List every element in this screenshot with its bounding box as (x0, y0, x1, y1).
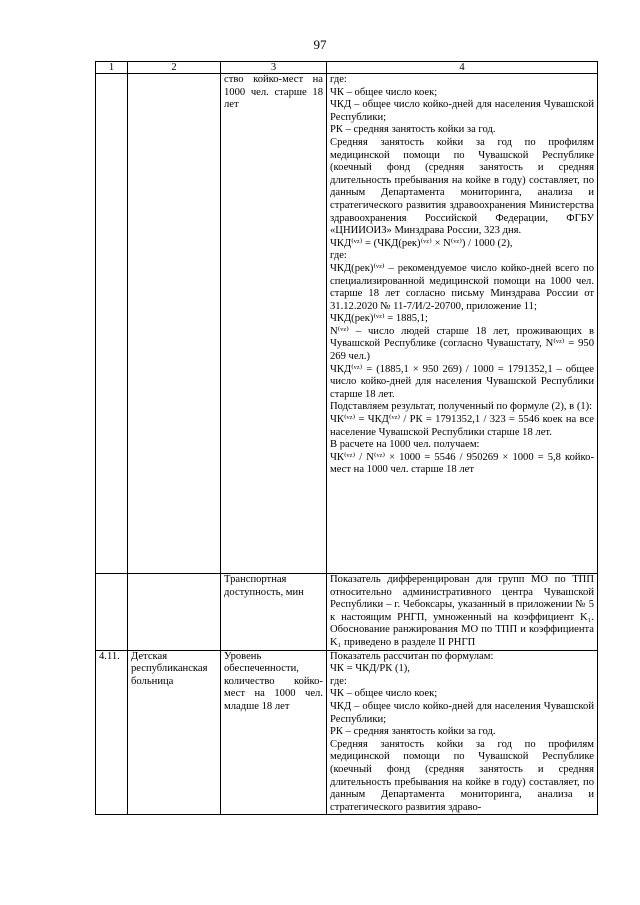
calc-paragraph: Показатель рассчитан по формулам: (330, 650, 494, 662)
indicator-text: ство койко-мест на 1000 чел. старше 18 лет (224, 74, 323, 111)
facility-name-cell (128, 650, 221, 815)
calc-paragraph: ЧКД – общее число койко-дней для населения Чувашской Республики; (330, 700, 594, 725)
calculation-cell (327, 74, 598, 574)
facility-name-text: Детская республиканская больница (131, 650, 208, 687)
calculation-cell (327, 574, 598, 651)
header-col-3: 3 (221, 62, 327, 74)
calc-paragraph: В расчете на 1000 чел. получаем: (330, 439, 480, 451)
calc-paragraph: ЧК⁽ᵛᶻ⁾ = ЧКД⁽ᵛᶻ⁾ / РК = 1791352,1 / 323 = 5546 коек на все население Чувашской Республики старше 18 лет. (330, 414, 594, 438)
formula-line: ЧКД(рек)⁽ᵛᶻ⁾ = 1885,1; (330, 313, 428, 325)
row-number-cell (96, 74, 128, 574)
facility-name-cell (128, 74, 221, 574)
calc-paragraph: ЧК⁽ᵛᶻ⁾ / N⁽ᵛᶻ⁾ × 1000 = 5546 / 950269 × 1000 = 5,8 койко-мест на 1000 чел. старше 18 лет (330, 451, 594, 476)
formula-line: ЧК = ЧКД/РК (1), (330, 663, 410, 675)
calc-paragraph: ЧК – общее число коек; (330, 688, 438, 700)
row-number-cell (96, 574, 128, 651)
page-number: 97 (313, 37, 327, 52)
calc-paragraph: РК – средняя занятость койки за год. (330, 726, 496, 738)
calc-paragraph: РК – средняя занятость койки за год. (330, 124, 496, 136)
indicator-cell (221, 650, 327, 815)
indicator-text: Уровень обеспеченности, количество койко-мест на 1000 чел. младше 18 лет (224, 650, 323, 712)
row-number-cell: 4.11. (96, 650, 128, 815)
calc-paragraph: ЧК – общее число коек; (330, 86, 438, 98)
table-row (96, 74, 598, 574)
calc-paragraph: где: (330, 74, 347, 85)
calc-paragraph: Подставляем результат, полученный по формуле (2), в (1): (330, 401, 593, 413)
calc-paragraph: ЧКД(рек)⁽ᵛᶻ⁾ – рекомендуемое число койко-дней всего по специализированной медицинской помощи на 1000 чел. старше 18 лет согласно письму Минздрава России от 31.12.2020 № 11-7/И/2-20700, приложение 11; (330, 262, 594, 312)
calc-paragraph: N⁽ᵛᶻ⁾ – число людей старше 18 лет, проживающих в Чувашской Республике (согласно Чувашстату, N⁽ᵛᶻ⁾ = 950 269 чел.) (330, 325, 594, 363)
header-col-2: 2 (128, 62, 221, 74)
calc-paragraph: где: (330, 250, 347, 262)
table-header-row (96, 62, 598, 74)
formula-line: ЧКД⁽ᵛᶻ⁾ = (ЧКД(рек)⁽ᵛᶻ⁾ × N⁽ᵛᶻ⁾) / 1000 (2), (330, 237, 513, 249)
norms-table (95, 61, 598, 815)
indicator-cell (221, 74, 327, 574)
table-row (96, 574, 598, 651)
calc-paragraph: Показатель дифференцирован для групп МО по ТПП относительно административного центра Чувашской Республики – г. Чебоксары, указанный в приложении № 5 к настоящим РНГП, умноженный на коэффициент K₁. Обоснование ранжирования МО по ТПП и коэффициента K₁ приведено в разделе II РНГП (330, 574, 594, 648)
calc-paragraph: Средняя занятость койки за год по профилям медицинской помощи по Чувашской Республике (коечный фонд (средняя занятость и средняя длительность пребывания на койке в году) составляет, по данным Департамента мониторинга, анализа и стратегического развития здраво- (330, 738, 594, 813)
indicator-text: Транспортная доступность, мин (224, 574, 304, 598)
calculation-cell (327, 650, 598, 815)
calc-paragraph: Средняя занятость койки за год по профилям медицинской помощи по Чувашской Республике (коечный фонд (средняя занятость и средняя длительность пребывания на койке в году) составляет, по данным Департамента мониторинга, анализа и стратегического развития здравоохранения Министерства здравоохранения Российской Федерации, ФГБУ «ЦНИИОИЗ» Минздрава России, 323 дня. (330, 136, 594, 237)
table-row (96, 650, 598, 815)
calc-paragraph: ЧКД⁽ᵛᶻ⁾ = (1885,1 × 950 269) / 1000 = 1791352,1 – общее число койко-дней для населения Чувашской Республики старше 18 лет. (330, 363, 594, 400)
header-col-1: 1 (96, 62, 128, 74)
calc-paragraph: где: (330, 675, 347, 687)
facility-name-cell (128, 574, 221, 651)
calc-paragraph: ЧКД – общее число койко-дней для населения Чувашской Республики; (330, 99, 594, 123)
indicator-cell (221, 574, 327, 651)
header-col-4: 4 (327, 62, 598, 74)
